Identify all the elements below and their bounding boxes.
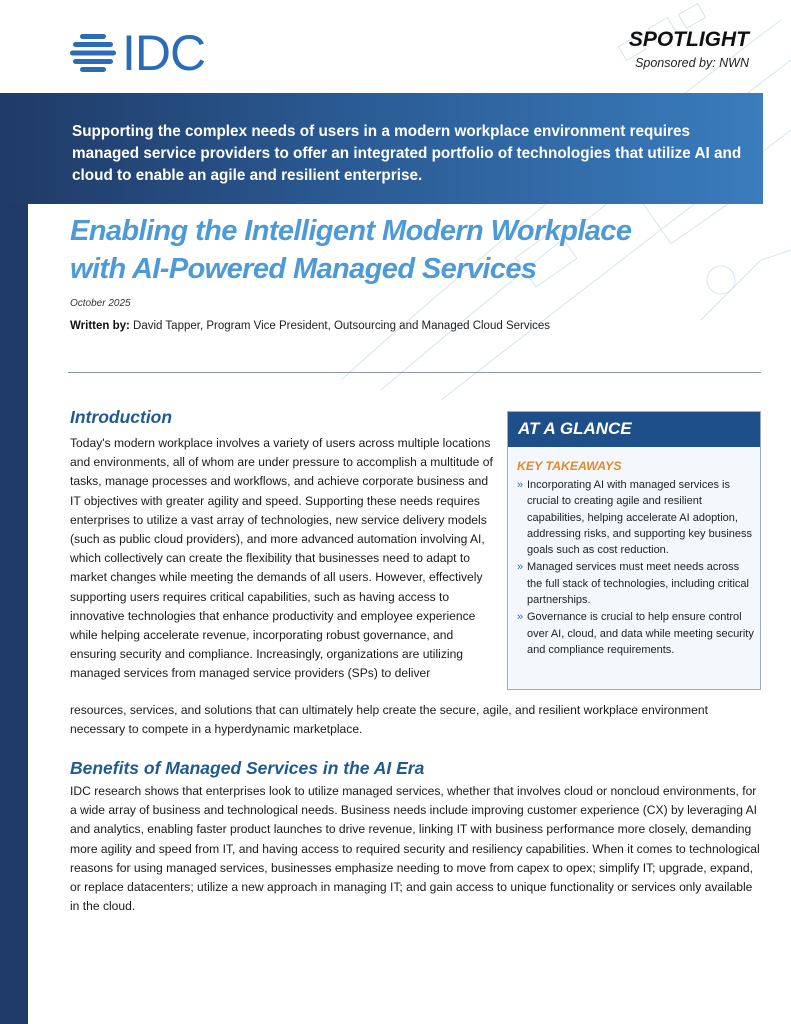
section-divider — [68, 372, 761, 373]
at-a-glance-box — [507, 411, 761, 690]
report-type-block — [629, 28, 749, 70]
report-type-label: SPOTLIGHT — [628, 28, 749, 51]
summary-banner-text: Supporting the complex needs of users in a modern workplace environment requires managed service providers to offer an integrated portfolio of technologies that utilize AI and cloud to enable an agile and resilient enterprise. — [72, 123, 742, 184]
idc-globe-icon — [70, 32, 116, 74]
title-line-2: with AI-Powered Managed Services — [70, 253, 537, 285]
takeaway-item: » Managed services must meet needs across the full stack of technologies, including critical partnerships. — [517, 561, 749, 607]
author-byline — [70, 320, 550, 332]
chevron-bullet-icon: » — [517, 611, 524, 624]
author-name: David Tapper, Program Vice President, Outsourcing and Managed Cloud Services — [129, 320, 551, 332]
chevron-bullet-icon: » — [517, 479, 524, 491]
benefits-heading: Benefits of Managed Services in the AI Era — [70, 758, 425, 778]
key-takeaways-list — [517, 477, 754, 658]
introduction-paragraph: Today's modern workplace involves a variety of users across multiple locations and environments, all of whom are under pressure to accomplish a multitude of tasks, manage processes and workflows, and achieve corporate business and IT objectives with greater agility and speed. Supporting these needs requires enterprises to utilize a vast array of technologies, new service delivery models (such as public cloud providers), and more advanced automation involving AI, which collectively can create the flexibility that businesses need to adapt to market changes while meeting the demands of all users. However, effectively supporting users requires critical capabilities, such as having access to innovative technologies that enhance productivity and employee experience while helping accelerate revenue, incorporating robust governance, and ensuring security and compliance. Increasingly, organizations are utilizing managed services from managed service providers (SPs) to deliver — [70, 436, 493, 681]
idc-logo — [70, 25, 206, 81]
title-line-1: Enabling the Intelligent Modern Workplace — [70, 215, 632, 247]
key-takeaways-heading: KEY TAKEAWAYS — [517, 459, 622, 473]
publication-date: October 2025 — [70, 298, 131, 309]
logo-wordmark: IDC — [122, 25, 206, 81]
document-title — [70, 212, 770, 288]
at-a-glance-heading: AT A GLANCE — [508, 412, 760, 447]
sponsor-line: Sponsored by: NWN — [635, 56, 749, 70]
chevron-bullet-icon: » — [517, 561, 524, 574]
benefits-paragraph: IDC research shows that enterprises look to utilize managed services, whether that involves cloud or noncloud environments, for a wide array of business and technological needs. Business needs include improving customer experience (CX) by leveraging AI and analytics, enabling faster product launches to drive revenue, linking IT with business performance more closely, demanding more agility and speed from IT, and having access to required security and resiliency capabilities. When it comes to technological reasons for using managed services, businesses emphasize needing to move from capex to opex; simplify IT; upgrade, expand, or replace datacenters; utilize a new approach in managing IT; and gain access to unique functionality or services only available in the cloud. — [70, 784, 760, 914]
written-by-label: Written by: — [70, 320, 130, 332]
takeaway-item: » Governance is crucial to help ensure control over AI, cloud, and data while meeting security and compliance requirements. — [517, 611, 754, 656]
introduction-paragraph-continued: resources, services, and solutions that can ultimately help create the secure, agile, and resilient workplace environment necessary to compete in a hyperdynamic marketplace. — [70, 703, 708, 737]
introduction-heading: Introduction — [70, 407, 173, 427]
left-accent-bar — [0, 93, 28, 1024]
takeaway-item: » Incorporating AI with managed services is crucial to creating agile and resilient capabilities, helping accelerate AI adoption, addressing risks, and supporting key business goals such as cost reduction. — [517, 479, 753, 557]
